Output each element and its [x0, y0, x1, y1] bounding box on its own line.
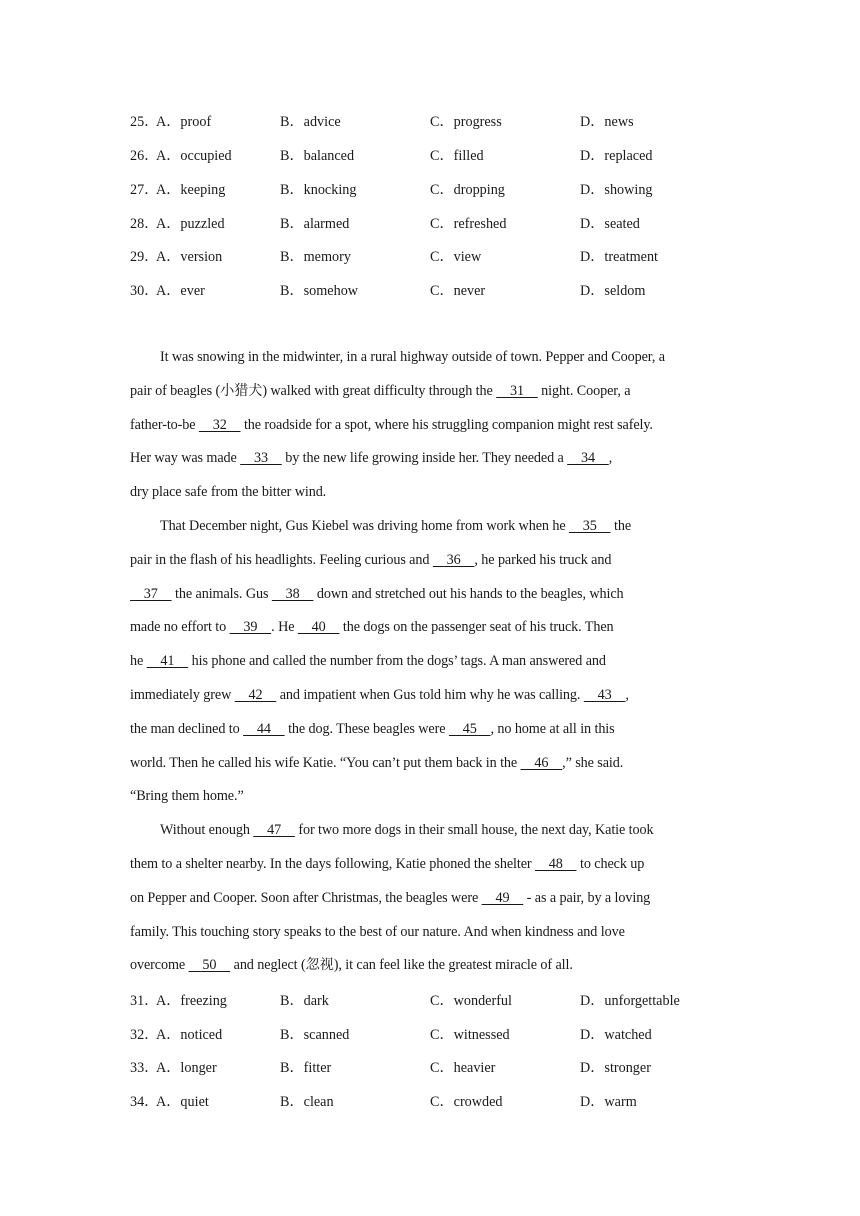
passage-line	[130, 544, 734, 578]
passage-text: overcome	[130, 957, 189, 974]
question-number: 26．	[130, 148, 159, 164]
passage-text: pair in the flash of his headlights. Feeling curious and	[130, 551, 433, 568]
question-row	[130, 145, 770, 167]
passage-text: , he parked his truck and	[474, 551, 612, 568]
answer-blank: 48	[534, 855, 577, 872]
question-number: 28．	[130, 216, 159, 232]
answer-blank: 44	[243, 720, 285, 737]
passage-line	[130, 375, 734, 409]
option-d: D．watched	[580, 1027, 652, 1043]
passage-text: on Pepper and Cooper. Soon after Christmas, the beagles were	[130, 889, 482, 906]
option-d: D．stronger	[580, 1060, 651, 1076]
passage-text: Her way was made	[130, 450, 241, 467]
option-c: C．dropping	[430, 182, 505, 198]
option-a: A．keeping	[156, 182, 226, 198]
option-a: A．quiet	[156, 1094, 209, 1110]
answer-blank: 40	[297, 619, 340, 636]
passage-text: the animals. Gus	[171, 585, 272, 602]
passage-text: dry place safe from the bitter wind.	[130, 484, 327, 501]
passage-text: the roadside for a spot, where his struggling companion might rest safely.	[240, 416, 653, 433]
passage-text: and impatient when Gus told him why he was calling.	[276, 686, 584, 703]
answer-blank: 39	[229, 619, 272, 636]
question-number: 29．	[130, 249, 159, 265]
passage-line	[130, 442, 734, 476]
question-number: 31．	[130, 993, 159, 1009]
option-b: B．advice	[280, 114, 341, 130]
passage-line	[130, 476, 734, 510]
option-a: A．longer	[156, 1060, 217, 1076]
question-row	[130, 111, 770, 133]
option-a: A．puzzled	[156, 216, 225, 232]
passage-line	[130, 679, 734, 713]
option-d: D．seldom	[580, 283, 646, 299]
answer-blank: 32	[198, 416, 241, 433]
option-b: B．balanced	[280, 148, 355, 164]
passage-line	[130, 916, 734, 950]
passage-line	[130, 611, 734, 645]
option-c: C．view	[430, 249, 482, 265]
option-b: B．clean	[280, 1094, 334, 1110]
question-row	[130, 280, 770, 302]
option-b: B．fitter	[280, 1060, 332, 1076]
question-row	[130, 1091, 770, 1113]
option-b: B．memory	[280, 249, 351, 265]
option-d: D．unforgettable	[580, 993, 680, 1009]
option-a: A．version	[156, 249, 223, 265]
option-c: C．refreshed	[430, 216, 507, 232]
passage-text: That December night, Gus Kiebel was driving home from work when he	[160, 517, 569, 534]
question-number: 34．	[130, 1094, 159, 1110]
passage-line	[130, 814, 734, 848]
passage-line	[130, 578, 734, 612]
passage-line	[130, 645, 734, 679]
passage-line	[130, 409, 734, 443]
passage-text: immediately grew	[130, 686, 235, 703]
passage-line	[130, 510, 734, 544]
passage-text: It was snowing in the midwinter, in a rural highway outside of town. Pepper and Cooper, a	[160, 349, 665, 365]
passage-text: father-to-be	[130, 416, 199, 433]
passage-text: , no home at all in this	[490, 720, 615, 737]
answer-blank: 36	[432, 551, 475, 568]
option-d: D．replaced	[580, 148, 653, 164]
option-c: C．never	[430, 283, 486, 299]
option-c: C．crowded	[430, 1094, 503, 1110]
passage-text: for two more dogs in their small house, the next day, Katie took	[294, 822, 654, 839]
option-a: A．freezing	[156, 993, 227, 1009]
passage-text: by the new life growing inside her. They needed a	[281, 450, 568, 467]
passage-text: ,	[608, 450, 613, 467]
answer-blank: 37	[130, 585, 172, 602]
answer-blank: 43	[583, 686, 626, 703]
question-row	[130, 1024, 770, 1046]
passage-text: and neglect (忽视), it can feel like the greatest miracle of all.	[230, 957, 573, 974]
question-number: 30．	[130, 283, 159, 299]
option-c: C．heavier	[430, 1060, 496, 1076]
question-row	[130, 1057, 770, 1079]
option-d: D．warm	[580, 1094, 637, 1110]
passage-line	[130, 848, 734, 882]
option-b: B．scanned	[280, 1027, 350, 1043]
cloze-passage	[130, 341, 734, 983]
passage-text: the dog. These beagles were	[284, 720, 449, 737]
question-number: 33．	[130, 1060, 159, 1076]
option-d: D．showing	[580, 182, 653, 198]
answer-blank: 38	[271, 585, 314, 602]
answer-blank: 33	[240, 450, 282, 467]
question-row	[130, 246, 770, 268]
option-b: B．dark	[280, 993, 329, 1009]
option-a: A．occupied	[156, 148, 232, 164]
passage-line	[130, 713, 734, 747]
passage-text: ,” she said.	[562, 754, 624, 771]
passage-text: Without enough	[160, 822, 254, 839]
answer-blank: 34	[567, 450, 609, 467]
option-c: C．filled	[430, 148, 484, 164]
option-b: B．somehow	[280, 283, 359, 299]
answer-blank: 35	[568, 517, 611, 534]
passage-text: pair of beagles (小猎犬) walked with great difficulty through the	[130, 382, 497, 399]
answer-blank: 50	[188, 957, 231, 974]
passage-text: down and stretched out his hands to the beagles, which	[313, 585, 624, 602]
answer-blank: 49	[481, 889, 524, 906]
option-d: D．news	[580, 114, 634, 130]
option-d: D．seated	[580, 216, 640, 232]
passage-text: “Bring them home.”	[130, 788, 244, 805]
option-c: C．witnessed	[430, 1027, 510, 1043]
question-row	[130, 179, 770, 201]
passage-text: night. Cooper, a	[537, 382, 631, 399]
passage-text: the	[610, 517, 632, 534]
answer-blank: 45	[448, 720, 491, 737]
passage-text: world. Then he called his wife Katie. “You can’t put them back in the	[130, 754, 521, 771]
answer-blank: 46	[520, 754, 563, 771]
passage-text: made no effort to	[130, 619, 230, 636]
option-c: C．progress	[430, 114, 502, 130]
passage-text: the dogs on the passenger seat of his truck. Then	[339, 619, 614, 636]
question-number: 32．	[130, 1027, 159, 1043]
passage-text: - as a pair, by a loving	[523, 889, 651, 906]
question-row	[130, 213, 770, 235]
option-a: A．noticed	[156, 1027, 223, 1043]
passage-text: them to a shelter nearby. In the days following, Katie phoned the shelter	[130, 855, 535, 872]
answer-blank: 41	[146, 653, 189, 670]
answer-blank: 31	[496, 382, 538, 399]
passage-text: the man declined to	[130, 720, 244, 737]
passage-line	[130, 341, 734, 375]
passage-line	[130, 882, 734, 916]
passage-text: family. This touching story speaks to the best of our nature. And when kindness and love	[130, 923, 625, 940]
passage-line	[130, 780, 734, 814]
passage-text: he	[130, 653, 147, 670]
question-number: 25．	[130, 114, 159, 130]
question-row	[130, 990, 770, 1012]
question-number: 27．	[130, 182, 159, 198]
passage-text: . He	[271, 619, 298, 636]
option-d: D．treatment	[580, 249, 659, 265]
passage-line	[130, 949, 734, 983]
answer-blank: 42	[234, 686, 277, 703]
option-a: A．proof	[156, 114, 212, 130]
passage-text: his phone and called the number from the dogs’ tags. A man answered and	[188, 653, 606, 670]
option-a: A．ever	[156, 283, 205, 299]
passage-text: ,	[625, 686, 629, 703]
answer-blank: 47	[253, 822, 295, 839]
option-b: B．knocking	[280, 182, 357, 198]
passage-text: to check up	[576, 855, 645, 872]
option-b: B．alarmed	[280, 216, 350, 232]
passage-line	[130, 747, 734, 781]
option-c: C．wonderful	[430, 993, 512, 1009]
